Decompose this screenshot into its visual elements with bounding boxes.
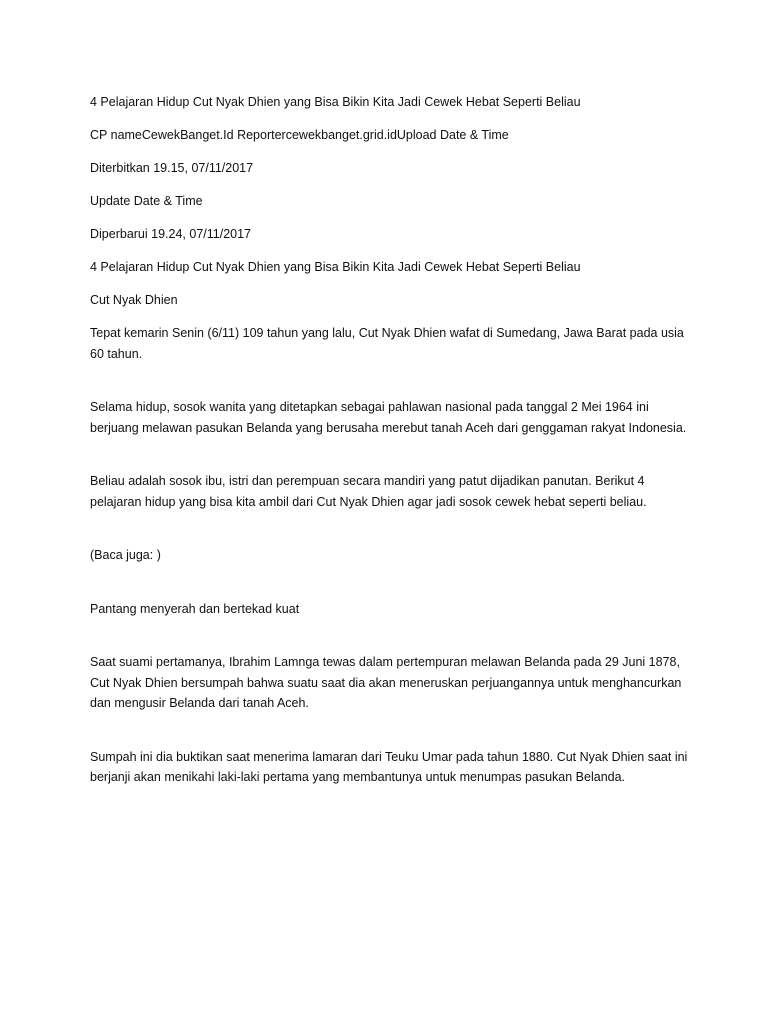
published-date: Diterbitkan 19.15, 07/11/2017 (90, 161, 254, 175)
paragraph: Tepat kemarin Senin (6/11) 109 tahun yang lalu, Cut Nyak Dhien wafat di Sumedang, Jawa Barat pada usia 60 tahun. (90, 326, 684, 361)
section-heading: Pantang menyerah dan bertekad kuat (90, 601, 300, 616)
article-title: 4 Pelajaran Hidup Cut Nyak Dhien yang Bisa Bikin Kita Jadi Cewek Hebat Seperti Beliau (90, 95, 581, 109)
image-caption: Cut Nyak Dhien (90, 293, 178, 307)
updated-date: Diperbarui 19.24, 07/11/2017 (90, 227, 251, 241)
paragraph: Saat suami pertamanya, Ibrahim Lamnga tewas dalam pertempuran melawan Belanda pada 29 Juni 1878, Cut Nyak Dhien bersumpah bahwa suatu saat dia akan meneruskan perjuangannya untuk menghancurkan dan mengusir Belanda dari tanah Aceh. (90, 655, 682, 710)
document-body (90, 92, 690, 788)
paragraph: Sumpah ini dia buktikan saat menerima lamaran dari Teuku Umar pada tahun 1880. Cut Nyak Dhien saat ini berjanji akan menikahi laki-laki pertama yang membantunya untuk menumpas pasukan Belanda. (90, 749, 688, 784)
paragraph: Beliau adalah sosok ibu, istri dan perempuan secara mandiri yang patut dijadikan panutan. Berikut 4 pelajaran hidup yang bisa kita ambil dari Cut Nyak Dhien agar jadi sosok cewek hebat seperti beliau. (90, 474, 647, 509)
meta-line: CP nameCewekBanget.Id Reportercewekbanget.grid.idUpload Date & Time (90, 128, 509, 142)
read-also-note: (Baca juga: ) (90, 548, 161, 562)
update-label: Update Date & Time (90, 194, 203, 208)
paragraph: Selama hidup, sosok wanita yang ditetapkan sebagai pahlawan nasional pada tanggal 2 Mei 1964 ini berjuang melawan pasukan Belanda yang berusaha merebut tanah Aceh dari genggaman rakyat Indonesia. (90, 400, 687, 435)
article-title-repeat: 4 Pelajaran Hidup Cut Nyak Dhien yang Bisa Bikin Kita Jadi Cewek Hebat Seperti Beliau (90, 260, 581, 274)
